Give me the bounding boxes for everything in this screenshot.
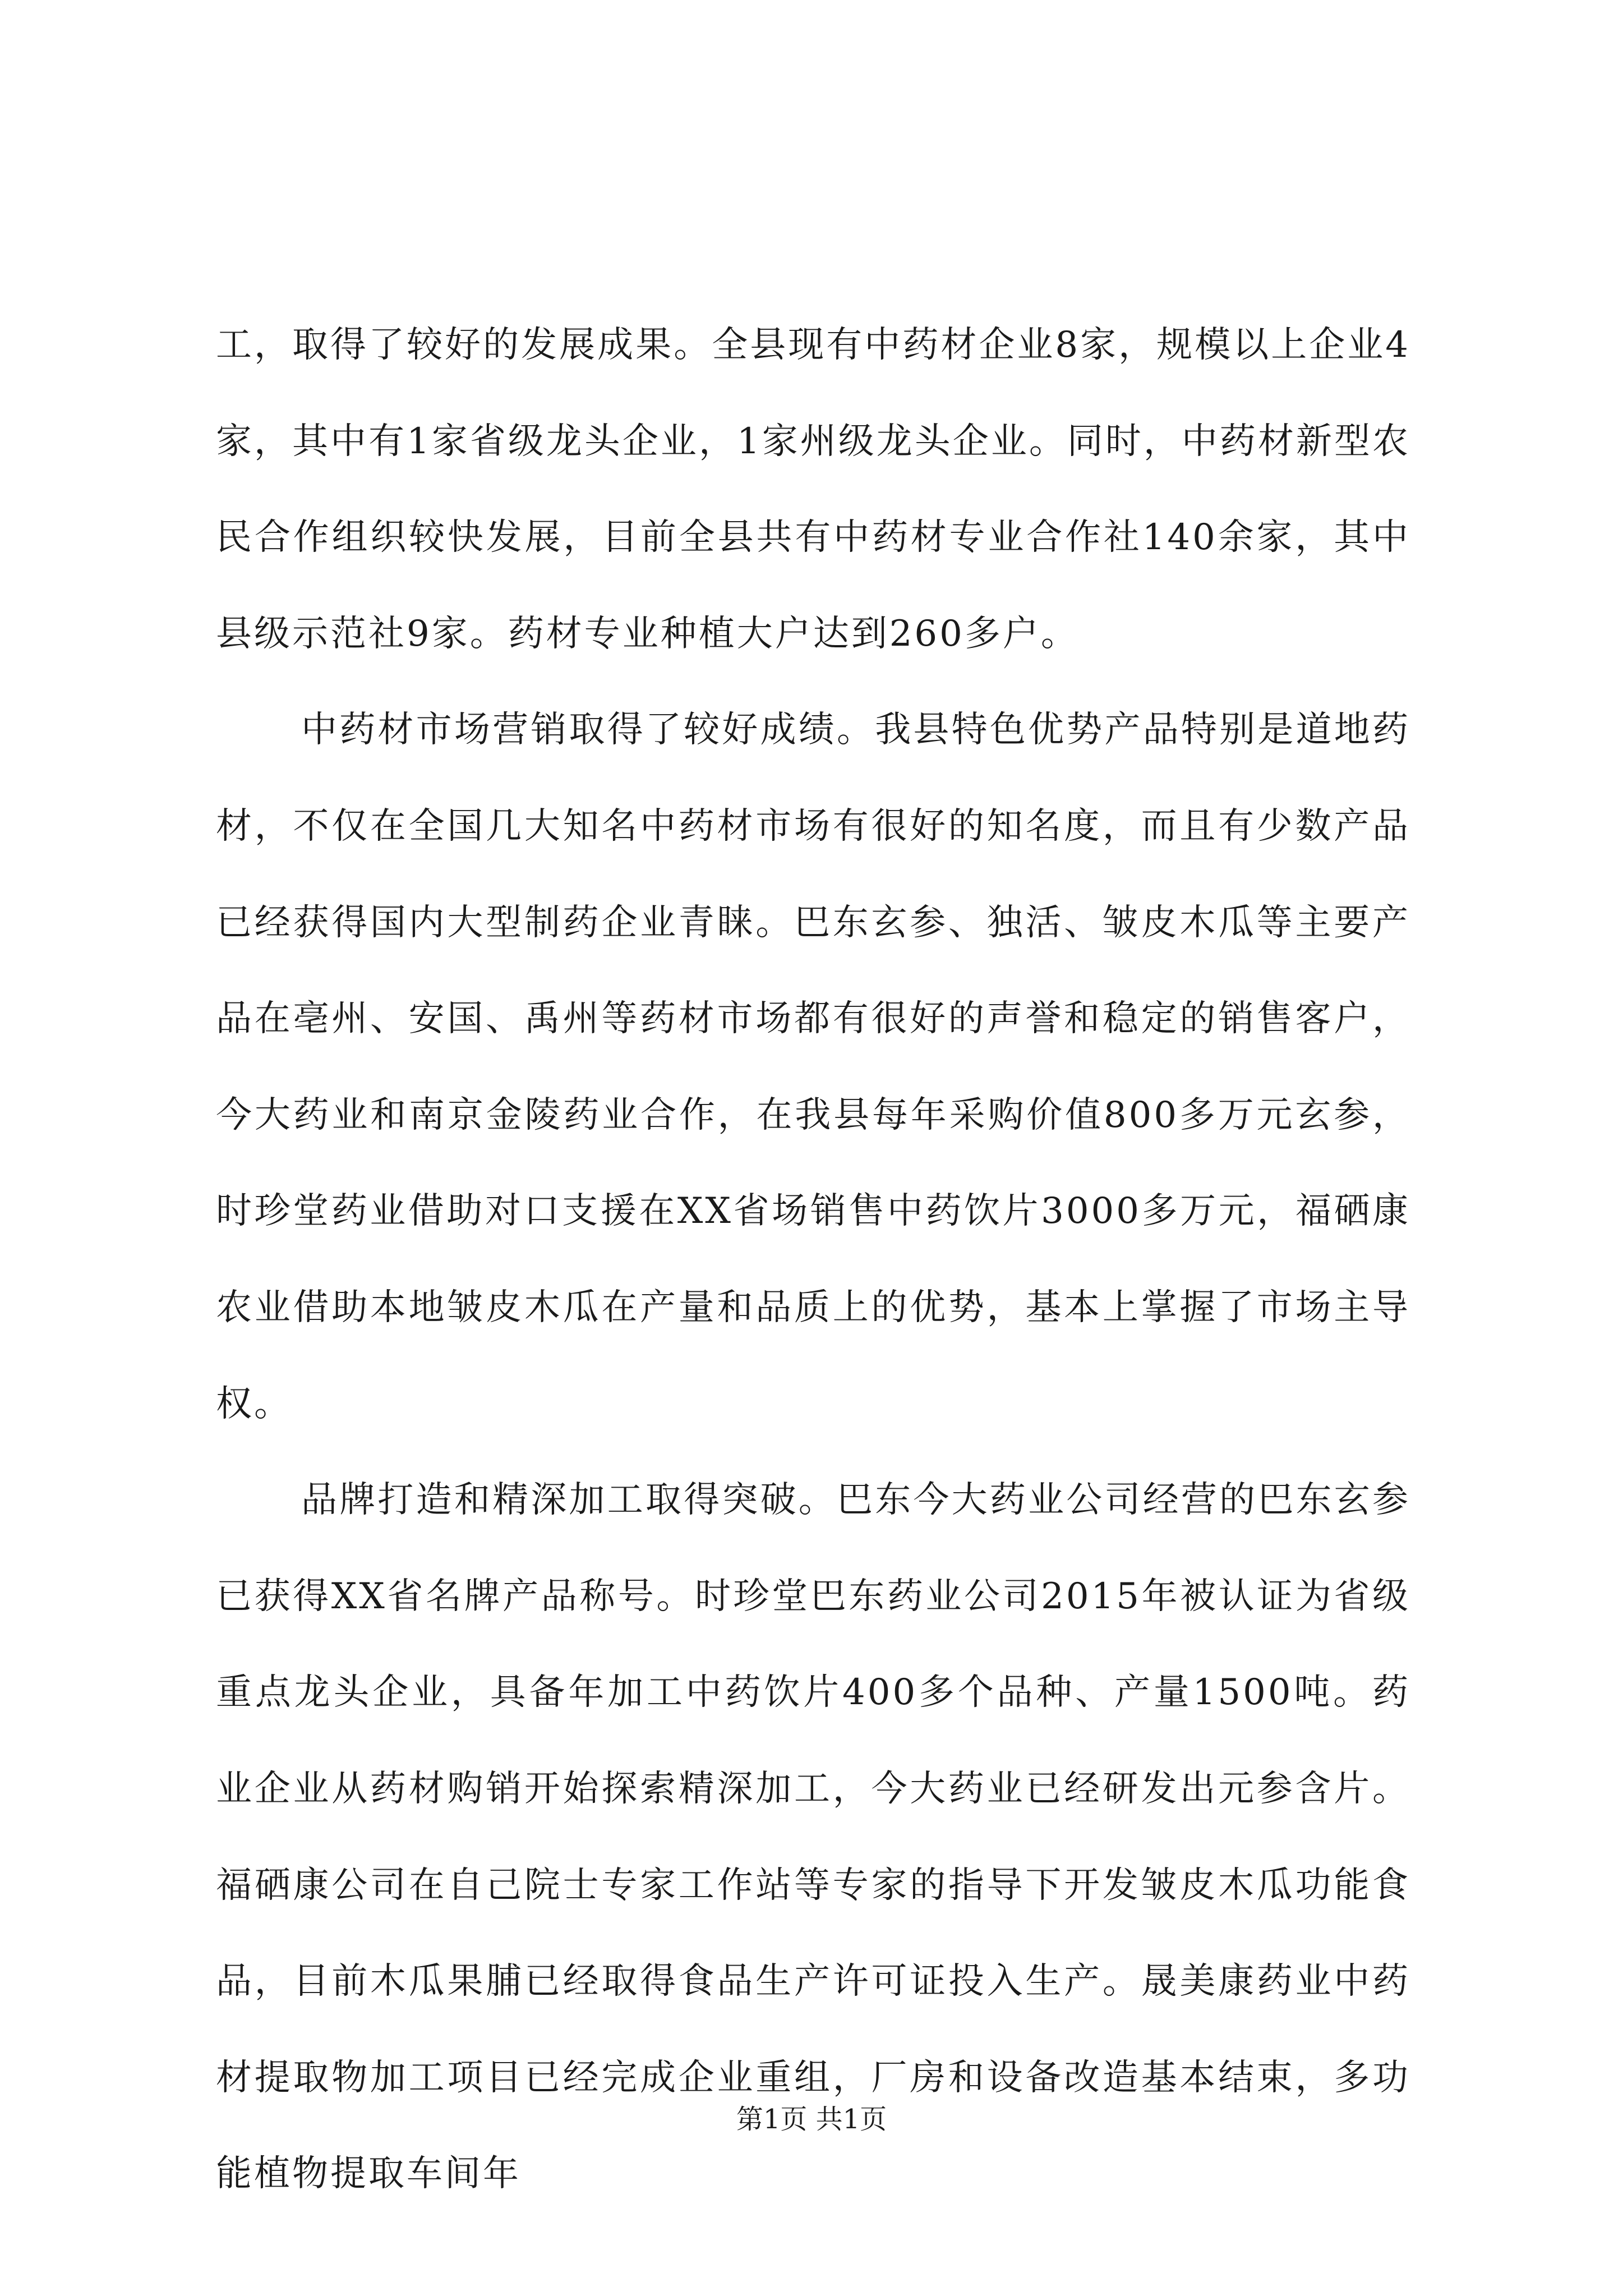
document-body <box>216 297 1410 2223</box>
paragraph-3: 品牌打造和精深加工取得突破。巴东今大药业公司经营的巴东玄参已获得XX省名牌产品称号。时珍堂巴东药业公司2015年被认证为省级重点龙头企业，具备年加工中药饮片400多个品种、产量1500吨。药业企业从药材购销开始探索精深加工，今大药业已经研发出元参含片。福硒康公司在自己院士专家工作站等专家的指导下开发皱皮木瓜功能食品，目前木瓜果脯已经取得食品生产许可证投入生产。晟美康药业中药材提取物加工项目已经完成企业重组，厂房和设备改造基本结束，多功能植物提取车间年 <box>216 1479 1410 2195</box>
paragraph-2: 中药材市场营销取得了较好成绩。我县特色优势产品特别是道地药材，不仅在全国几大知名中药材市场有很好的知名度，而且有少数产品已经获得国内大型制药企业青睐。巴东玄参、独活、皱皮木瓜等主要产品在亳州、安国、禹州等药材市场都有很好的声誉和稳定的销售客户，今大药业和南京金陵药业合作，在我县每年采购价值800多万元玄参，时珍堂药业借助对口支援在XX省场销售中药饮片3000多万元，福硒康农业借助本地皱皮木瓜在产量和品质上的优势，基本上掌握了市场主导权。 <box>216 709 1410 1425</box>
page-footer: 第1页 共1页 <box>736 2104 887 2135</box>
paragraph-1: 工，取得了较好的发展成果。全县现有中药材企业8家，规模以上企业4家，其中有1家省级龙头企业，1家州级龙头企业。同时，中药材新型农民合作组织较快发展，目前全县共有中药材专业合作社140余家，其中县级示范社9家。药材专业种植大户达到260多户。 <box>216 324 1410 655</box>
